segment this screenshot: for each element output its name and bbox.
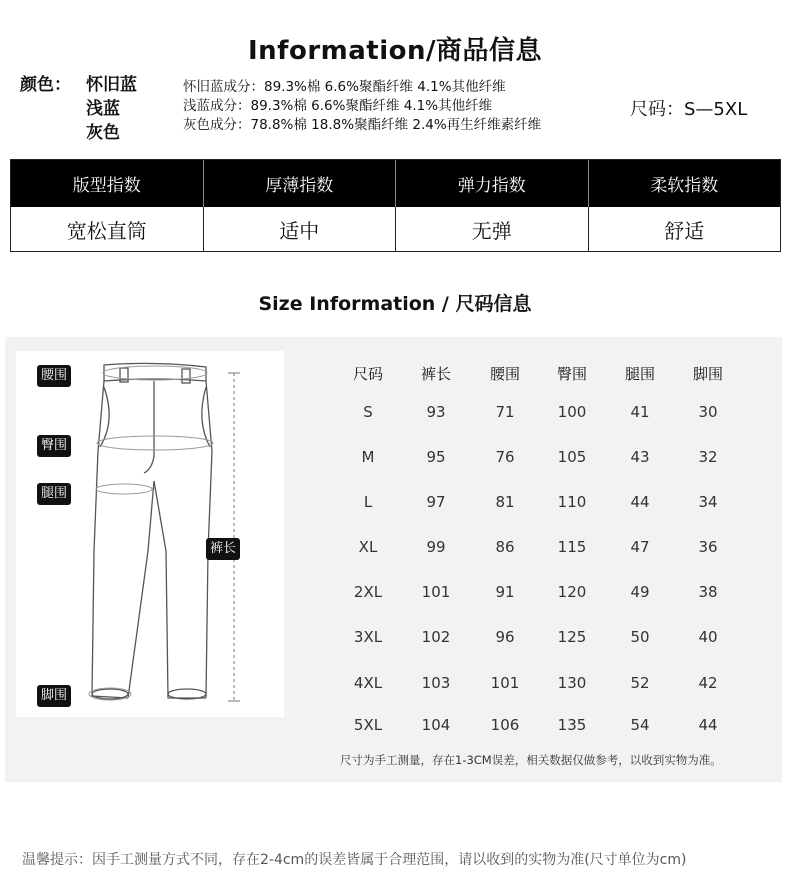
label-thigh: 腿围 [37, 483, 71, 505]
index-table-header [11, 160, 780, 207]
size-cell: 95 [426, 448, 446, 466]
color-name-3: 灰色 [86, 123, 120, 143]
size-cell: 34 [698, 493, 718, 511]
size-cell: 71 [495, 403, 515, 421]
size-section-title: Size Information / 尺码信息 [258, 293, 532, 315]
index-header-elasticity: 弹力指数 [396, 160, 589, 207]
size-cell: M [361, 448, 375, 466]
composition-2: 浅蓝成分：89.3%棉 6.6%聚酯纤维 4.1%其他纤维 [183, 98, 493, 114]
size-cell: 30 [698, 403, 718, 421]
size-cell: 3XL [353, 628, 383, 646]
size-cell: 4XL [353, 674, 383, 692]
index-value-thickness: 适中 [204, 207, 397, 251]
index-header-thickness: 厚薄指数 [204, 160, 397, 207]
size-cell: 76 [495, 448, 515, 466]
size-range: 尺码：S—5XL [630, 99, 748, 120]
size-cell: 81 [495, 493, 515, 511]
label-hem: 脚围 [37, 685, 71, 707]
size-cell: 2XL [353, 583, 383, 601]
size-header-length: 裤长 [420, 365, 451, 383]
size-cell: S [363, 403, 373, 421]
size-header-size: 尺码 [352, 365, 383, 383]
size-cell: 91 [495, 583, 515, 601]
size-cell: 47 [630, 538, 650, 556]
size-cell: 86 [495, 538, 515, 556]
size-cell: 120 [557, 583, 587, 601]
size-cell: 49 [630, 583, 650, 601]
size-cell: 5XL [353, 716, 383, 734]
size-cell: 44 [698, 716, 718, 734]
size-cell: 38 [698, 583, 718, 601]
index-header-fit: 版型指数 [11, 160, 204, 207]
size-cell: 115 [557, 538, 587, 556]
size-cell: 101 [490, 674, 520, 692]
label-waist: 腰围 [37, 365, 71, 387]
page-title: Information/商品信息 [247, 36, 543, 66]
measurement-note: 尺寸为手工测量，存在1-3CM误差，相关数据仅做参考，以收到实物为准。 [340, 753, 722, 767]
size-cell: 99 [426, 538, 446, 556]
size-cell: 106 [490, 716, 520, 734]
size-cell: 125 [557, 628, 587, 646]
color-name-1: 怀旧蓝 [86, 75, 137, 95]
tips-text: 温馨提示：因手工测量方式不同，存在2-4cm的误差皆属于合理范围，请以收到的实物为准(尺寸单位为cm) [22, 852, 687, 868]
index-value-softness: 舒适 [664, 218, 705, 243]
index-table-row [11, 207, 780, 251]
size-cell: 43 [630, 448, 650, 466]
size-cell: 130 [557, 674, 587, 692]
index-header-softness: 柔软指数 [650, 176, 719, 196]
size-cell: 36 [698, 538, 718, 556]
index-table [10, 159, 781, 252]
size-cell: L [363, 493, 373, 511]
size-header-hip: 臀围 [556, 365, 587, 383]
composition-1: 怀旧蓝成分：89.3%棉 6.6%聚酯纤维 4.1%其他纤维 [183, 79, 506, 95]
size-cell: 102 [421, 628, 451, 646]
color-label: 颜色： [20, 75, 71, 95]
size-cell: 93 [426, 403, 446, 421]
size-cell: 54 [630, 716, 650, 734]
size-cell: 104 [421, 716, 451, 734]
size-cell: 135 [557, 716, 587, 734]
label-hip: 臀围 [37, 435, 71, 457]
size-cell: 52 [630, 674, 650, 692]
color-name-2: 浅蓝 [86, 99, 120, 119]
size-cell: 41 [630, 403, 650, 421]
size-cell: 97 [426, 493, 446, 511]
size-cell: 44 [630, 493, 650, 511]
size-header-waist: 腰围 [489, 365, 520, 383]
pants-diagram [16, 351, 284, 717]
size-cell: 100 [557, 403, 587, 421]
size-cell: 40 [698, 628, 718, 646]
size-cell: 101 [421, 583, 451, 601]
size-cell: 105 [557, 448, 587, 466]
size-cell: 103 [421, 674, 451, 692]
size-cell: 42 [698, 674, 718, 692]
size-cell: XL [358, 538, 378, 556]
size-header-thigh: 腿围 [624, 365, 655, 383]
index-value-fit: 宽松直筒 [11, 207, 204, 251]
size-cell: 110 [557, 493, 587, 511]
size-cell: 32 [698, 448, 718, 466]
label-length: 裤长 [206, 538, 240, 560]
composition-3: 灰色成分：78.8%棉 18.8%聚酯纤维 2.4%再生纤维素纤维 [183, 117, 542, 133]
size-cell: 50 [630, 628, 650, 646]
index-value-elasticity: 无弹 [396, 207, 589, 251]
pants-illustration [16, 351, 284, 717]
size-cell: 96 [495, 628, 515, 646]
size-header-hem: 脚围 [692, 365, 723, 383]
